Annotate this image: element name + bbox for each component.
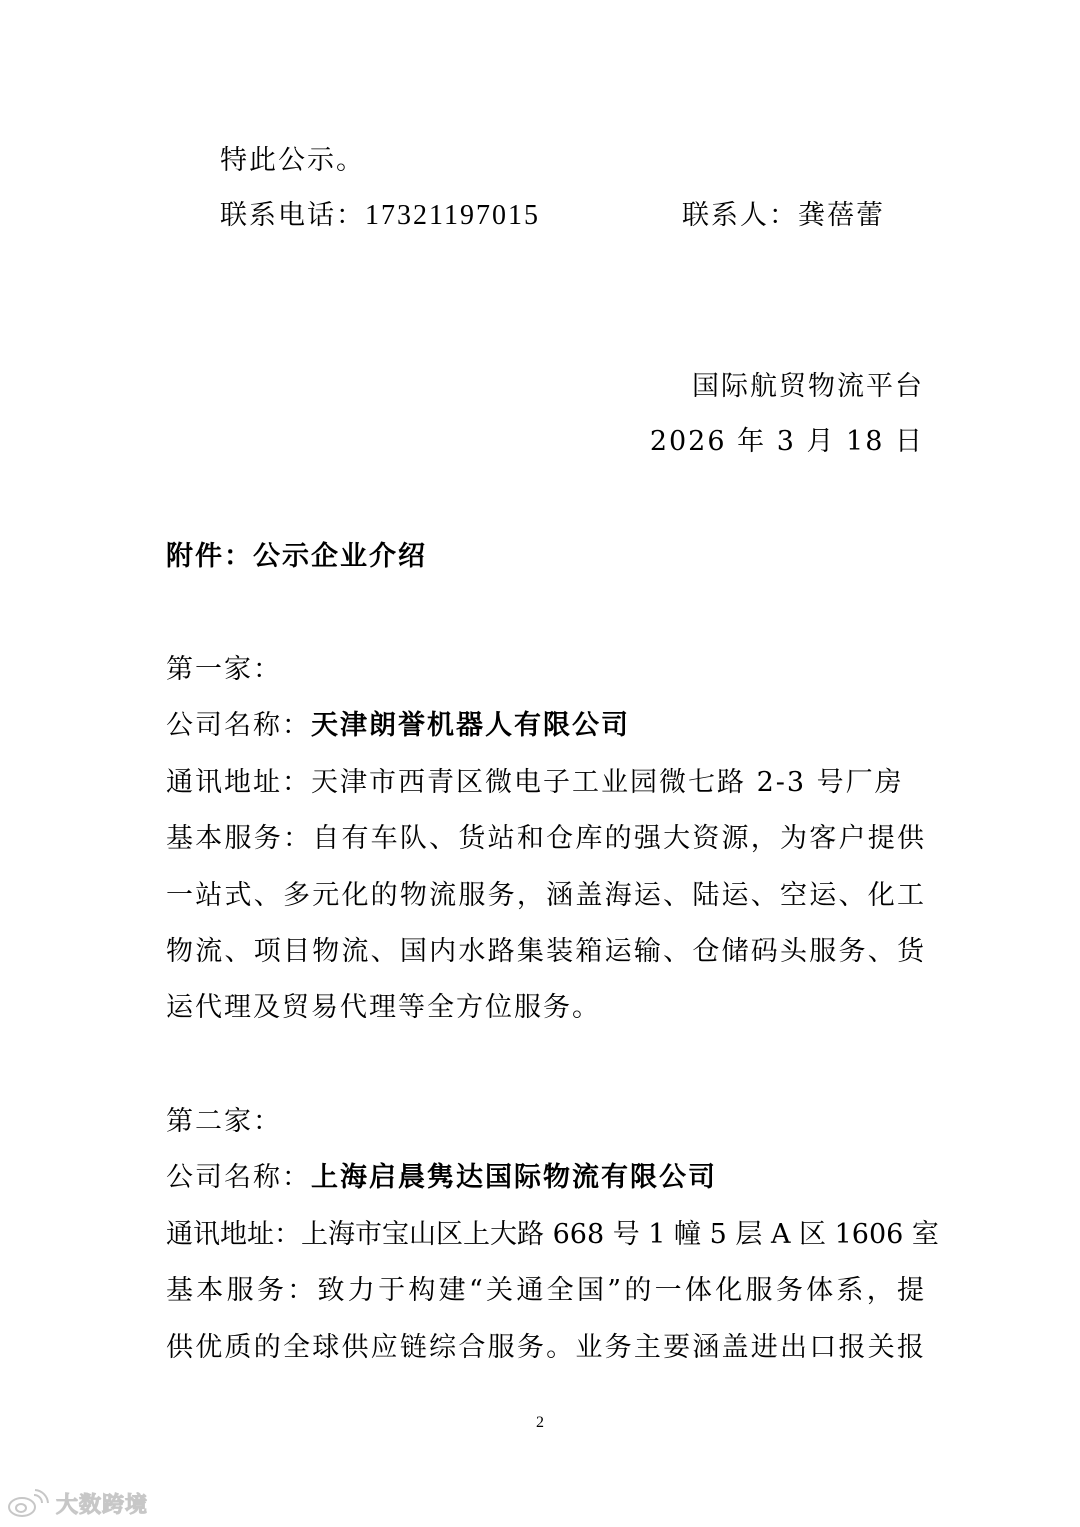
attachment-heading: 附件：公示企业介绍 — [166, 541, 427, 572]
company-service-line: 供优质的全球供应链综合服务。业务主要涵盖进出口报关报 — [166, 1332, 924, 1363]
company-address-row — [166, 763, 904, 803]
contact-phone-row — [220, 196, 540, 236]
company-address-label: 通讯地址： — [166, 1219, 301, 1250]
company-address: 天津市西青区微电子工业园微七路 2-3 号厂房 — [311, 767, 904, 798]
watermark — [6, 1488, 148, 1519]
contact-person-row — [682, 196, 885, 236]
company-service-line: 运代理及贸易代理等全方位服务。 — [166, 992, 601, 1023]
company-name: 天津朗誉机器人有限公司 — [311, 710, 630, 741]
company-service-line: 一站式、多元化的物流服务，涵盖海运、陆运、空运、化工 — [166, 880, 924, 911]
watermark-text: 大数跨境 — [56, 1493, 149, 1518]
signature-org: 国际航贸物流平台 — [692, 371, 924, 402]
company-name-row — [166, 1158, 717, 1198]
company-service-line: 基本服务：致力于构建“关通全国”的一体化服务体系，提 — [166, 1275, 924, 1306]
weibo-logo-icon — [6, 1489, 50, 1519]
contact-label: 联系人： — [682, 200, 798, 231]
company-address-label: 通讯地址： — [166, 767, 311, 798]
signature-date: 2026 年 3 月 18 日 — [649, 426, 924, 457]
company-ordinal: 第二家： — [166, 1106, 282, 1137]
company-service-line: 基本服务：自有车队、货站和仓库的强大资源，为客户提供 — [166, 823, 924, 854]
company-name-row — [166, 706, 630, 746]
page-number: 2 — [536, 1414, 544, 1431]
company-ordinal: 第一家： — [166, 654, 282, 685]
phone-label: 联系电话： — [220, 200, 365, 231]
company-name: 上海启晨隽达国际物流有限公司 — [311, 1162, 717, 1193]
phone-number: 17321197015 — [365, 200, 540, 231]
contact-name: 龚蓓蕾 — [798, 200, 885, 231]
closing-notice: 特此公示。 — [220, 145, 365, 176]
company-name-label: 公司名称： — [166, 710, 311, 741]
company-address-row — [166, 1215, 939, 1255]
company-service-line: 物流、项目物流、国内水路集装箱运输、仓储码头服务、货 — [166, 936, 924, 967]
company-name-label: 公司名称： — [166, 1162, 311, 1193]
company-address: 上海市宝山区上大路 668 号 1 幢 5 层 A 区 1606 室 — [301, 1219, 939, 1250]
